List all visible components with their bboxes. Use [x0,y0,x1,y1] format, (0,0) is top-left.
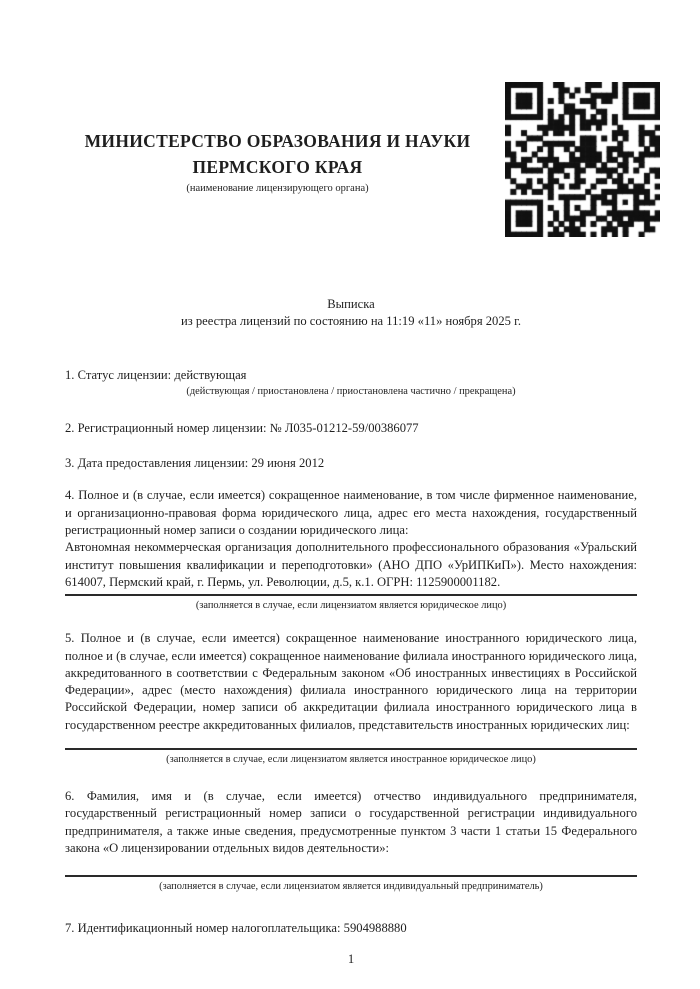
legal-entity-caption: (заполняется в случае, если лицензиатом является юридическое лицо) [195,600,507,612]
individual-entrepreneur-fill-line [65,875,637,877]
individual-entrepreneur-section [65,788,637,894]
qr-code [505,82,660,237]
page-number: 1 [347,951,355,966]
taxpayer-id-line: 7. Идентификационный номер налогоплательщика: 5904988880 [65,921,407,936]
individual-entrepreneur-statute-text: 6. Фамилия, имя и (в случае, если имеется) отчество индивидуального предпринимателя, государственный регистрационный номер записи о государственной регистрации индивидуального предпринимателя, а также иные сведения, предусмотренные пунктом 3 части 1 статьи 15 Федерального закона «О лицензировании отдельных видов деятельности»: [65,789,637,855]
legal-entity-fill-line [65,594,637,596]
document-title [65,296,637,331]
license-grant-date-line: 3. Дата предоставления лицензии: 29 июня 2012 [65,456,325,471]
foreign-entity-fill-line [65,748,637,750]
license-status-line: 1. Статус лицензии: действующая [65,367,247,382]
legal-entity-value-text: Автономная некоммерческая организация дополнительного профессионального образования «Уральский институт повышения квалификации и переподготовки» (АНО ДПО «УрИПКиП»). Место нахождения: 614007, Пермский край, г. Пермь, ул. Революции, д.5, к.1. ОГРН: 1125900001182. [65,540,637,589]
foreign-entity-caption: (заполняется в случае, если лицензиатом является иностранное юридическое лицо) [166,754,536,766]
legal-entity-statute-text: 4. Полное и (в случае, если имеется) сокращенное наименование, в том числе фирменное наименование, и организационно-правовая форма юридического лица, адрес его места нахождения, государственный регистрационный номер записи о создании юридического лица: [65,488,637,538]
ministry-name-line1: МИНИСТЕРСТВО ОБРАЗОВАНИЯ И НАУКИ [84,131,471,151]
document-title-line2: из реестра лицензий по состоянию на 11:19 «11» ноября 2025 г. [180,314,521,329]
licensing-authority-caption: (наименование лицензирующего органа) [186,183,369,194]
registration-number-line: 2. Регистрационный номер лицензии: № Л035-01212-59/00386077 [65,420,419,435]
licensing-authority-header [65,128,490,197]
ministry-name-line2: ПЕРМСКОГО КРАЯ [192,157,363,177]
legal-entity-section [65,487,637,613]
individual-entrepreneur-caption: (заполняется в случае, если лицензиатом является индивидуальный предприниматель) [159,881,543,893]
foreign-entity-section [65,630,637,767]
license-status-options-caption: (действующая / приостановлена / приостановлена частично / прекращена) [186,385,516,397]
foreign-entity-statute-text: 5. Полное и (в случае, если имеется) сокращенное наименование иностранного юридического лица, полное и (в случае, если имеется) сокращенное наименование филиала иностранного юридического лица, аккредитованного в соответствии с Федеральным законом «Об иностранных инвестициях в Российской Федерации», адрес (место нахождения) филиала иностранного юридического лица на территории Российской Федерации, номер записи об аккредитации филиала иностранного юридического лица в государственном реестре аккредитованных филиалов, представительств иностранных юридических лиц: [65,631,637,732]
document-title-line1: Выписка [327,297,375,311]
